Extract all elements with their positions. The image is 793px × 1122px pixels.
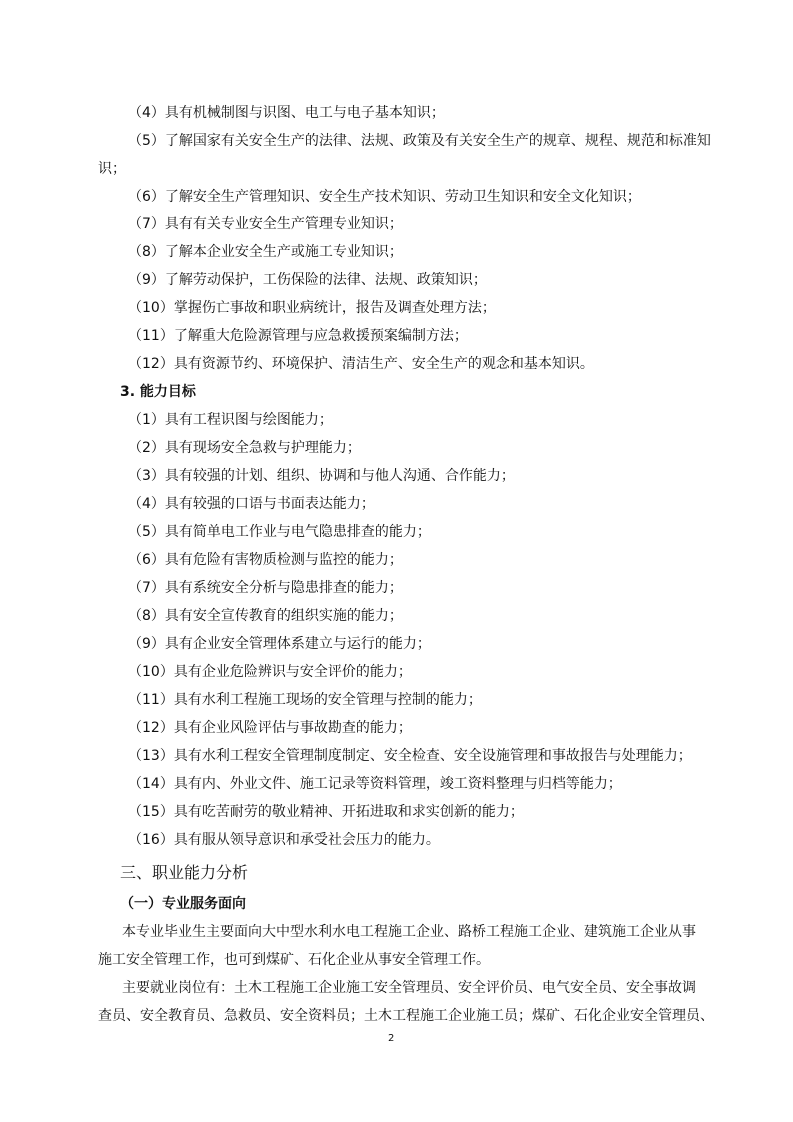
knowledge-item-4: （4）具有机械制图与识图、电工与电子基本知识； <box>128 105 445 121</box>
knowledge-item-11: （11）了解重大危险源管理与应急救援预案编制方法； <box>128 328 468 344</box>
knowledge-item-8: （8）了解本企业安全生产或施工专业知识； <box>128 244 403 260</box>
ability-item-5: （5）具有简单电工作业与电气隐患排查的能力； <box>128 524 431 540</box>
ability-item-13: （13）具有水利工程安全管理制度制定、安全检查、安全设施管理和事故报告与处理能力； <box>128 748 692 764</box>
paragraph-2-line-2: 查员、安全教育员、急救员、安全资料员；土木工程施工企业施工员；煤矿、石化企业安全管理员、 <box>98 1008 714 1024</box>
knowledge-item-5: （5）了解国家有关安全生产的法律、法规、政策及有关安全生产的规章、规程、规范和标准知 <box>128 133 711 149</box>
ability-item-16: （16）具有服从领导意识和承受社会压力的能力。 <box>128 832 440 848</box>
knowledge-item-12: （12）具有资源节约、环境保护、清洁生产、安全生产的观念和基本知识。 <box>128 356 594 372</box>
knowledge-item-10: （10）掌握伤亡事故和职业病统计，报告及调查处理方法； <box>128 300 496 316</box>
ability-item-2: （2）具有现场安全急救与护理能力； <box>128 440 361 456</box>
ability-heading: 3. 能力目标 <box>120 384 196 400</box>
ability-item-1: （1）具有工程识图与绘图能力； <box>128 412 333 428</box>
ability-item-10: （10）具有企业危险辨识与安全评价的能力； <box>128 664 412 680</box>
ability-item-3: （3）具有较强的计划、组织、协调和与他人沟通、合作能力； <box>128 468 515 484</box>
page-number: 2 <box>388 1033 395 1044</box>
section-title: 三、职业能力分析 <box>120 863 249 882</box>
knowledge-item-6: （6）了解安全生产管理知识、安全生产技术知识、劳动卫生知识和安全文化知识； <box>128 189 641 205</box>
ability-item-6: （6）具有危险有害物质检测与监控的能力； <box>128 552 403 568</box>
paragraph-2-line-1: 主要就业岗位有：土木工程施工企业施工安全管理员、安全评价员、电气安全员、安全事故调 <box>122 980 696 996</box>
ability-item-15: （15）具有吃苦耐劳的敬业精神、开拓进取和求实创新的能力； <box>128 804 524 820</box>
ability-item-12: （12）具有企业风险评估与事故勘查的能力； <box>128 720 412 736</box>
ability-item-14: （14）具有内、外业文件、施工记录等资料管理，竣工资料整理与归档等能力； <box>128 776 622 792</box>
ability-item-4: （4）具有较强的口语与书面表达能力； <box>128 496 375 512</box>
ability-item-9: （9）具有企业安全管理体系建立与运行的能力； <box>128 636 431 652</box>
knowledge-item-7: （7）具有有关专业安全生产管理专业知识； <box>128 216 403 232</box>
ability-item-11: （11）具有水利工程施工现场的安全管理与控制的能力； <box>128 692 482 708</box>
paragraph-1-line-1: 本专业毕业生主要面向大中型水利水电工程施工企业、路桥工程施工企业、建筑施工企业从事 <box>122 924 696 940</box>
knowledge-item-5-cont: 识； <box>98 161 126 177</box>
subsection-title: （一）专业服务面向 <box>120 896 246 912</box>
ability-item-7: （7）具有系统安全分析与隐患排查的能力； <box>128 580 403 596</box>
paragraph-1-line-2: 施工安全管理工作，也可到煤矿、石化企业从事安全管理工作。 <box>98 952 490 968</box>
knowledge-item-9: （9）了解劳动保护，工伤保险的法律、法规、政策知识； <box>128 272 487 288</box>
ability-item-8: （8）具有安全宣传教育的组织实施的能力； <box>128 608 403 624</box>
